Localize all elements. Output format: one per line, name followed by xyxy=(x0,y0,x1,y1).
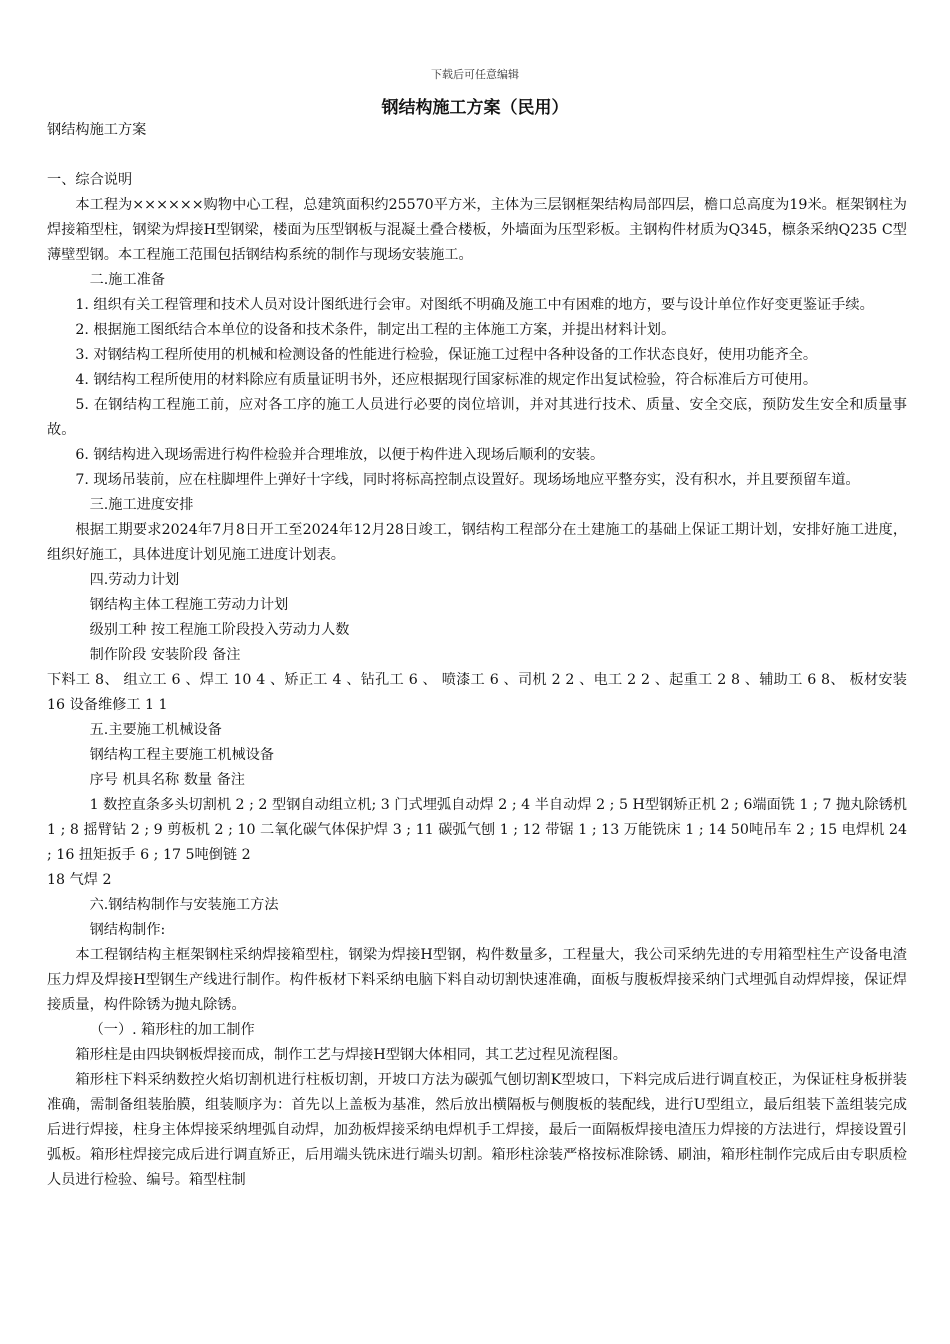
section-1-heading: 一、综合说明 xyxy=(47,172,133,188)
section-2-item: 2. 根据施工图纸结合本单位的设备和技术条件，制定出工程的主体施工方案，并提出材料计划。 xyxy=(75,322,676,338)
section-1-paragraph: 本工程为××××××购物中心工程，总建筑面积约25570平方米，主体为三层钢框架结构局部四层，檐口总高度为19米。框架钢柱为焊接箱型柱，钢梁为焊接H型钢梁，楼面为压型钢板与混凝土叠合楼板，外墙面为压型彩板。主钢构件材质为Q345，檩条采纳Q235 C型薄壁型钢。本工程施工范围包括钢结构系统的制作与现场安装施工。 xyxy=(47,197,907,263)
section-4-heading: 四.劳动力计划 xyxy=(89,572,180,588)
box-column-paragraph: 箱形柱是由四块钢板焊接而成，制作工艺与焊接H型钢大体相同，其工艺过程见流程图。 xyxy=(75,1047,627,1063)
section-6-subheading: 钢结构制作: xyxy=(89,922,166,938)
section-2-item: 3. 对钢结构工程所使用的机械和检测设备的性能进行检验，保证施工过程中各种设备的工作状态良好，使用功能齐全。 xyxy=(75,347,818,363)
section-3-paragraph: 根据工期要求2024年7月8日开工至2024年12月28日竣工，钢结构工程部分在土建施工的基础上保证工期计划，安排好施工进度，组织好施工，具体进度计划见施工进度计划表。 xyxy=(47,522,908,563)
document-subtitle: 钢结构施工方案 xyxy=(47,122,147,138)
section-2-heading: 二.施工准备 xyxy=(89,272,166,288)
document-title: 钢结构施工方案（民用） xyxy=(381,98,569,118)
equipment-list: 1 数控直条多头切割机 2 ; 2 型钢自动组立机; 3 门式埋弧自动焊 2 ; 4 半自动焊 2 ; 5 H型钢矫正机 2 ; 6端面铣 1 ; 7 抛丸除锈机 1 ; 8 摇臂钻 2 ; 9 剪板机 2 ; 10 二氧化碳气体保护焊 3 ; 11 碳弧气刨 1 ; 12 带锯 1 ; 13 万能铣床 1 ; 14 50吨吊车 2 ; 15 电焊机 24 ; 16 扭矩扳手 6 ; 17 5吨倒链 2 xyxy=(47,797,907,863)
equipment-table-title: 钢结构工程主要施工机械设备 xyxy=(89,747,275,763)
section-2-item: 4. 钢结构工程所使用的材料除应有质量证明书外，还应根据现行国家标准的规定作出复试检验，符合标准后方可使用。 xyxy=(75,372,818,388)
box-column-process-paragraph: 箱形柱下料采纳数控火焰切割机进行柱板切割，开坡口方法为碳弧气刨切割K型坡口，下料完成后进行调直校正，为保证柱身板拼装准确，需制备组装胎膜，组装顺序为：首先以上盖板为基准，然后放出横隔板与侧腹板的装配线，进行U型组立，最后组装下盖组装完成后进行焊接，柱身主体焊接采纳埋弧自动焊，加劲板焊接采纳电焊机手工焊接，最后一面隔板焊接电渣压力焊接的方法进行，焊接设置引弧板。箱形柱焊接完成后进行调直矫正，后用端头铣床进行端头切割。箱形柱涂装严格按标准除锈、刷油，箱形柱制作完成后由专职质检人员进行检验、编号。箱型柱制 xyxy=(47,1072,907,1188)
blank-line xyxy=(47,143,907,168)
section-6-heading: 六.钢结构制作与安装施工方法 xyxy=(89,897,279,913)
equipment-table-header: 序号 机具名称 数量 备注 xyxy=(89,772,245,788)
labor-table-title: 钢结构主体工程施工劳动力计划 xyxy=(89,597,289,613)
section-2-item: 5. 在钢结构工程施工前，应对各工序的施工人员进行必要的岗位培训，并对其进行技术、质量、安全交底，预防发生安全和质量事故。 xyxy=(47,397,907,438)
header-note: 下载后可任意编辑 xyxy=(431,68,519,81)
labor-table-header: 级别工种 按工程施工阶段投入劳动力人数 xyxy=(89,622,350,638)
document-body xyxy=(47,118,907,1193)
section-2-item: 6. 钢结构进入现场需进行构件检验并合理堆放，以便于构件进入现场后顺利的安装。 xyxy=(75,447,605,463)
section-5-heading: 五.主要施工机械设备 xyxy=(89,722,222,738)
section-6-paragraph: 本工程钢结构主框架钢柱采纳焊接箱型柱，钢梁为焊接H型钢，构件数量多，工程量大，我公司采纳先进的专用箱型柱生产设备电渣压力焊及焊接H型钢生产线进行制作。构件板材下料采纳电脑下料自动切割快速准确，面板与腹板焊接采纳门式埋弧自动焊焊接，保证焊接质量，构件除锈为抛丸除锈。 xyxy=(47,947,907,1013)
section-3-heading: 三.施工进度安排 xyxy=(89,497,194,513)
section-2-item: 1. 组织有关工程管理和技术人员对设计图纸进行会审。对图纸不明确及施工中有困难的地方，要与设计单位作好变更鉴证手续。 xyxy=(75,297,874,313)
equipment-list-last: 18 气焊 2 xyxy=(47,872,112,888)
labor-table-rows: 下料工 8、 组立工 6 、焊工 10 4 、矫正工 4 、钻孔工 6 、 喷漆工 6 、司机 2 2 、电工 2 2 、起重工 2 8 、辅助工 6 8、 板材安装 16 设备维修工 1 1 xyxy=(47,672,907,713)
section-2-item: 7. 现场吊装前，应在柱脚埋件上弹好十字线，同时将标高控制点设置好。现场场地应平整夯实，没有积水，并且要预留车道。 xyxy=(75,472,860,488)
labor-table-subheader: 制作阶段 安装阶段 备注 xyxy=(89,647,241,663)
box-column-heading: （一）. 箱形柱的加工制作 xyxy=(89,1022,255,1038)
